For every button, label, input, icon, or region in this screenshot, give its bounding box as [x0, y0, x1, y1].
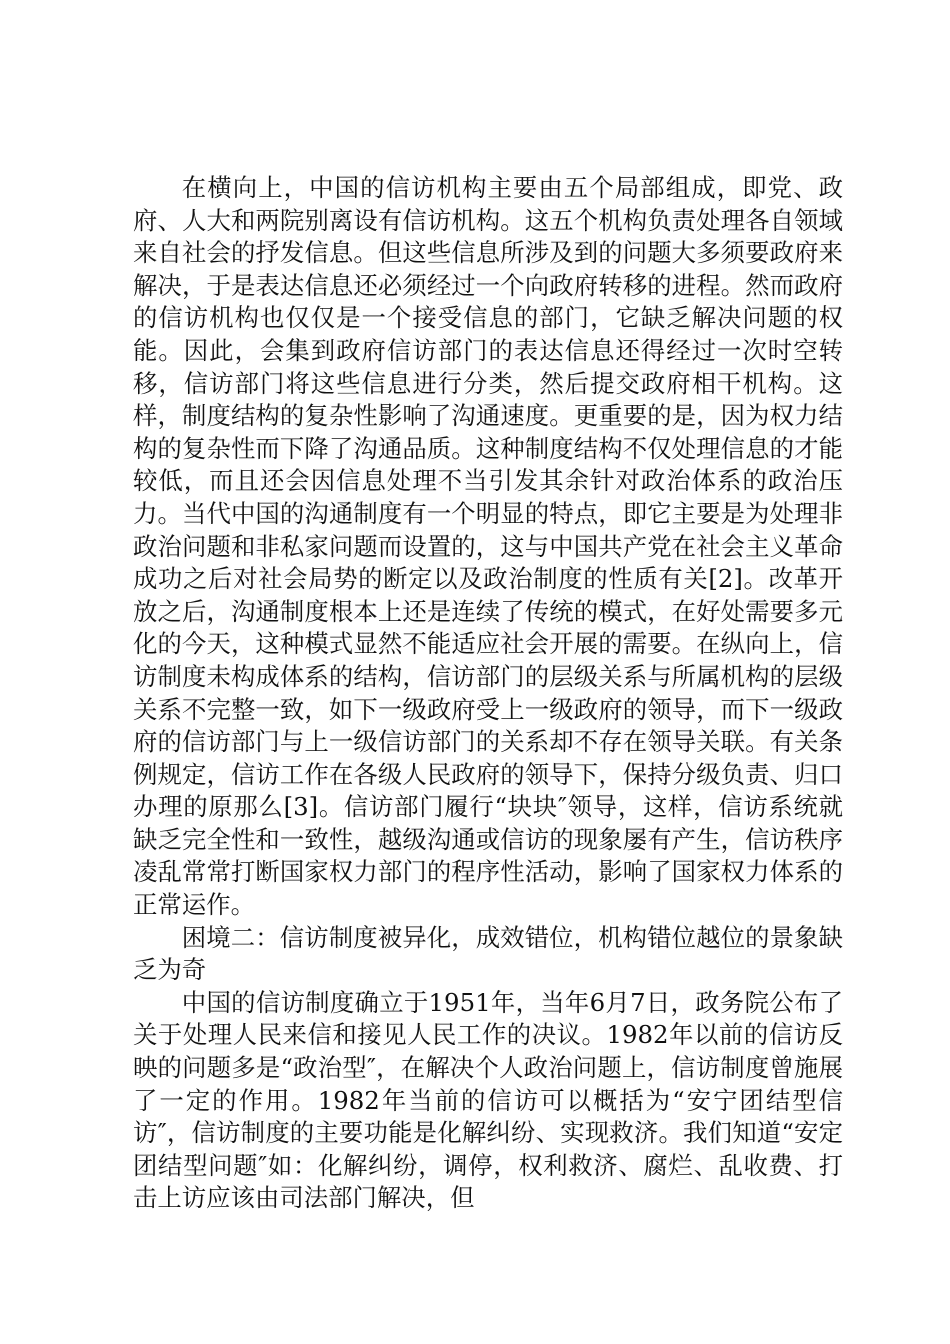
- document-body: [133, 172, 843, 1215]
- paragraph-horizontal-structure: 在横向上，中国的信访机构主要由五个局部组成，即党、政府、人大和两院别离设有信访机构。这五个机构负责处理各自领域来自社会的抒发信息。但这些信息所涉及到的问题大多须要政府来解决，于是表达信息还必须经过一个向政府转移的进程。然而政府的信访机构也仅仅是一个接受信息的部门，它缺乏解决问题的权能。因此，会集到政府信访部门的表达信息还得经过一次时空转移，信访部门将这些信息进行分类，然后提交政府相干机构。这样，制度结构的复杂性影响了沟通速度。更重要的是，因为权力结构的复杂性而下降了沟通品质。这种制度结构不仅处理信息的才能较低，而且还会因信息处理不当引发其余针对政治体系的政治压力。当代中国的沟通制度有一个明显的特点，即它主要是为处理非政治问题和非私家问题而设置的，这与中国共产党在社会主义革命成功之后对社会局势的断定以及政治制度的性质有关[2]。改革开放之后，沟通制度根本上还是连续了传统的模式，在好处需要多元化的今天，这种模式显然不能适应社会开展的需要。在纵向上，信访制度未构成体系的结构，信访部门的层级关系与所属机构的层级关系不完整一致，如下一级政府受上一级政府的领导，而下一级政府的信访部门与上一级信访部门的关系却不存在领导关联。有关条例规定，信访工作在各级人民政府的领导下，保持分级负责、归口办理的原那么[3]。信访部门履行“块块″领导，这样，信访系统就缺乏完全性和一致性，越级沟通或信访的现象屡有产生，信访秩序凌乱常常打断国家权力部门的程序性活动，影响了国家权力体系的正常运作。: [133, 173, 843, 920]
- paragraph-dilemma-two-heading: 困境二：信访制度被异化，成效错位，机构错位越位的景象缺乏为奇: [133, 922, 843, 985]
- paragraph-petition-history: 中国的信访制度确立于1951年，当年6月7日，政务院公布了关于处理人民来信和接见人民工作的决议。1982年以前的信访反映的问题多是“政治型″，在解决个人政治问题上，信访制度曾施展了一定的作用。1982年当前的信访可以概括为“安宁团结型信访″，信访制度的主要功能是化解纠纷、实现救济。我们知道“安定团结型问题″如：化解纠纷，调停，权利救济、腐烂、乱收费、打击上访应该由司法部门解决，但: [133, 987, 843, 1213]
